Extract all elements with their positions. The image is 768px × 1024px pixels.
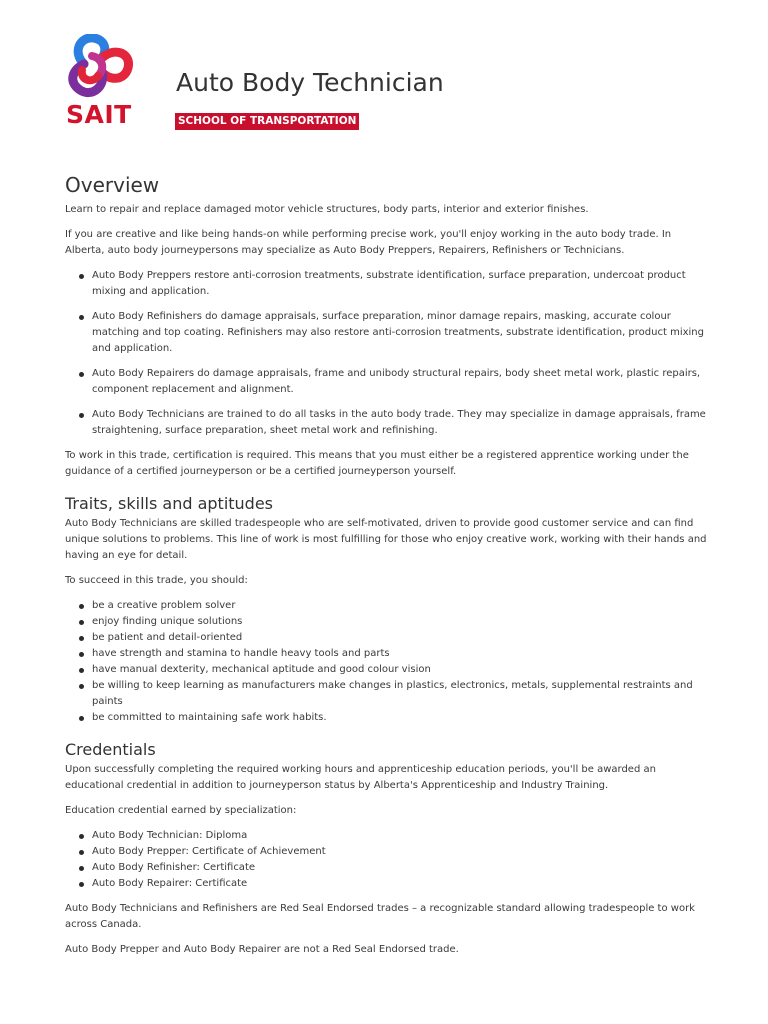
certification-paragraph: To work in this trade, certification is required. This means that you must either be a registered apprentice working under the guidance of a certified journeyperson or be a certified journeyperson yourself. [65,450,689,477]
sait-knot-icon [62,34,134,100]
not-red-seal-paragraph: Auto Body Prepper and Auto Body Repairer are not a Red Seal Endorsed trade. [65,944,459,955]
overview-intro: Learn to repair and replace damaged motor vehicle structures, body parts, interior and exterior finishes. [65,204,589,215]
list-item: be a creative problem solver [92,598,710,614]
list-item: enjoy finding unique solutions [92,614,710,630]
list-item: Auto Body Repairer: Certificate [92,876,710,892]
list-item: Auto Body Refinishers do damage appraisals, surface preparation, minor damage repairs, masking, accurate colour matching and top coating. Refinishers may also restore anti-corrosion treatments, substrate identification, product mixing and application. [92,309,710,357]
credentials-intro: Upon successfully completing the required working hours and apprenticeship education periods, you'll be awarded an educational credential in addition to journeyperson status by Alberta's Apprenticeship and Industry Training. [65,764,656,791]
credentials-heading: Credentials [65,740,156,759]
traits-heading: Traits, skills and aptitudes [65,494,274,513]
traits-intro: Auto Body Technicians are skilled tradespeople who are self-motivated, driven to provide good customer service and can find unique solutions to problems. This line of work is most fulfilling for those who enjoy creative work, working with their hands and having an eye for detail. [65,518,707,561]
traits-list [65,598,710,726]
sait-logo [62,34,134,134]
overview-heading: Overview [65,173,160,197]
list-item: Auto Body Technicians are trained to do all tasks in the auto body trade. They may specialize in damage appraisals, frame straightening, surface preparation, sheet metal work and refinishing. [92,407,710,439]
list-item: be willing to keep learning as manufacturers make changes in plastics, electronics, metals, supplemental restraints and paints [92,678,710,710]
page-title: Auto Body Technician [176,68,444,97]
logo-wordmark: SAIT [66,100,132,129]
overview-paragraph: If you are creative and like being hands-on while performing precise work, you'll enjoy working in the auto body trade. In Alberta, auto body journeypersons may specialize as Auto Body Preppers, Repairers, Refinishers or Technicians. [65,229,672,256]
list-item: Auto Body Technician: Diploma [92,828,710,844]
traits-lead: To succeed in this trade, you should: [65,575,248,586]
list-item: Auto Body Prepper: Certificate of Achievement [92,844,710,860]
specialization-list [65,268,710,439]
school-badge: SCHOOL OF TRANSPORTATION [175,113,359,130]
main-content [65,172,710,967]
list-item: Auto Body Repairers do damage appraisals, frame and unibody structural repairs, body sheet metal work, plastic repairs, component replacement and alignment. [92,366,710,398]
list-item: have strength and stamina to handle heavy tools and parts [92,646,710,662]
list-item: be patient and detail-oriented [92,630,710,646]
list-item: have manual dexterity, mechanical aptitude and good colour vision [92,662,710,678]
list-item: Auto Body Preppers restore anti-corrosion treatments, substrate identification, surface preparation, undercoat product mixing and application. [92,268,710,300]
list-item: Auto Body Refinisher: Certificate [92,860,710,876]
red-seal-paragraph: Auto Body Technicians and Refinishers are Red Seal Endorsed trades – a recognizable standard allowing tradespeople to work across Canada. [65,903,695,930]
credentials-lead: Education credential earned by specialization: [65,805,297,816]
credentials-list [65,828,710,892]
list-item: be committed to maintaining safe work habits. [92,710,710,726]
